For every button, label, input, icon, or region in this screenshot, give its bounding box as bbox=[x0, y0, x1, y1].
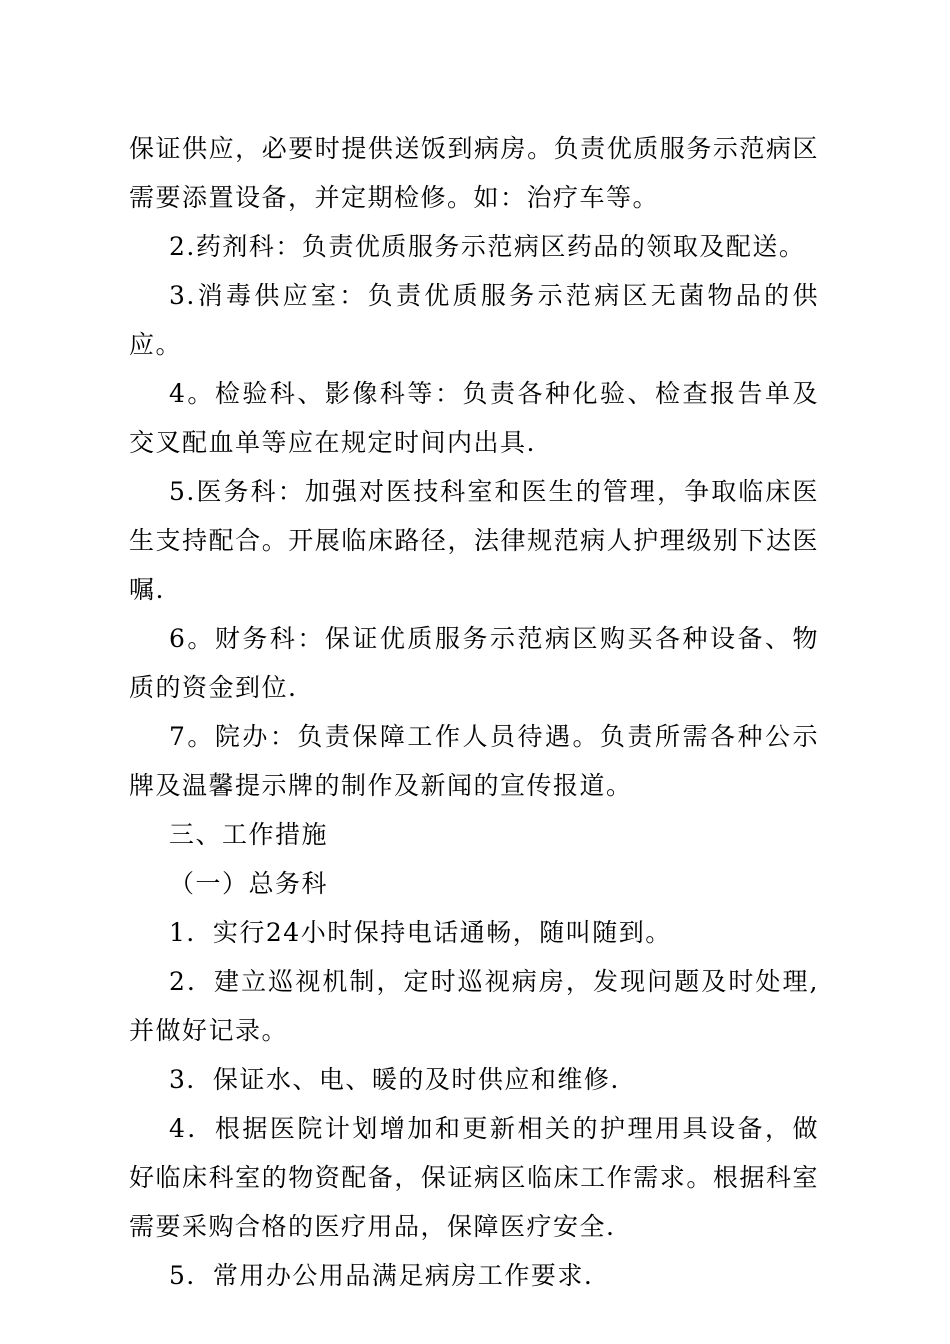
list-item-5: 5．常用办公用品满足病房工作要求. bbox=[169, 1261, 594, 1290]
paragraph-sterilization-supply: 3.消毒供应室：负责优质服务示范病区无菌物品的供应。 bbox=[129, 281, 819, 359]
section-heading-measures: 三、工作措施 bbox=[169, 820, 329, 849]
list-item-1: 1．实行24小时保持电话通畅，随叫随到。 bbox=[169, 918, 672, 947]
paragraph-hospital-office: 7。院办：负责保障工作人员待遇。负责所需各种公示牌及温馨提示牌的制作及新闻的宣传报道。 bbox=[129, 722, 819, 800]
list-item-2: 2．建立巡视机制，定时巡视病房，发现问题及时处理,并做好记录。 bbox=[129, 967, 819, 1045]
document-body bbox=[129, 124, 819, 1300]
paragraph-continuation: 保证供应，必要时提供送饭到病房。负责优质服务示范病区需要添置设备，并定期检修。如：治疗车等。 bbox=[129, 134, 819, 212]
subsection-heading-general-affairs: （一）总务科 bbox=[169, 869, 329, 898]
list-item-4: 4．根据医院计划增加和更新相关的护理用具设备，做好临床科室的物资配备，保证病区临床工作需求。根据科室需要采购合格的医疗用品，保障医疗安全. bbox=[129, 1114, 819, 1241]
paragraph-medical-affairs: 5.医务科：加强对医技科室和医生的管理，争取临床医生支持配合。开展临床路径，法律规范病人护理级别下达医嘱. bbox=[129, 477, 819, 604]
paragraph-pharmacy: 2.药剂科：负责优质服务示范病区药品的领取及配送。 bbox=[169, 232, 806, 261]
list-item-3: 3．保证水、电、暖的及时供应和维修. bbox=[169, 1065, 620, 1094]
paragraph-lab-imaging: 4。检验科、影像科等：负责各种化验、检查报告单及交叉配血单等应在规定时间内出具. bbox=[129, 379, 819, 457]
paragraph-finance: 6。财务科：保证优质服务示范病区购买各种设备、物质的资金到位. bbox=[129, 624, 819, 702]
